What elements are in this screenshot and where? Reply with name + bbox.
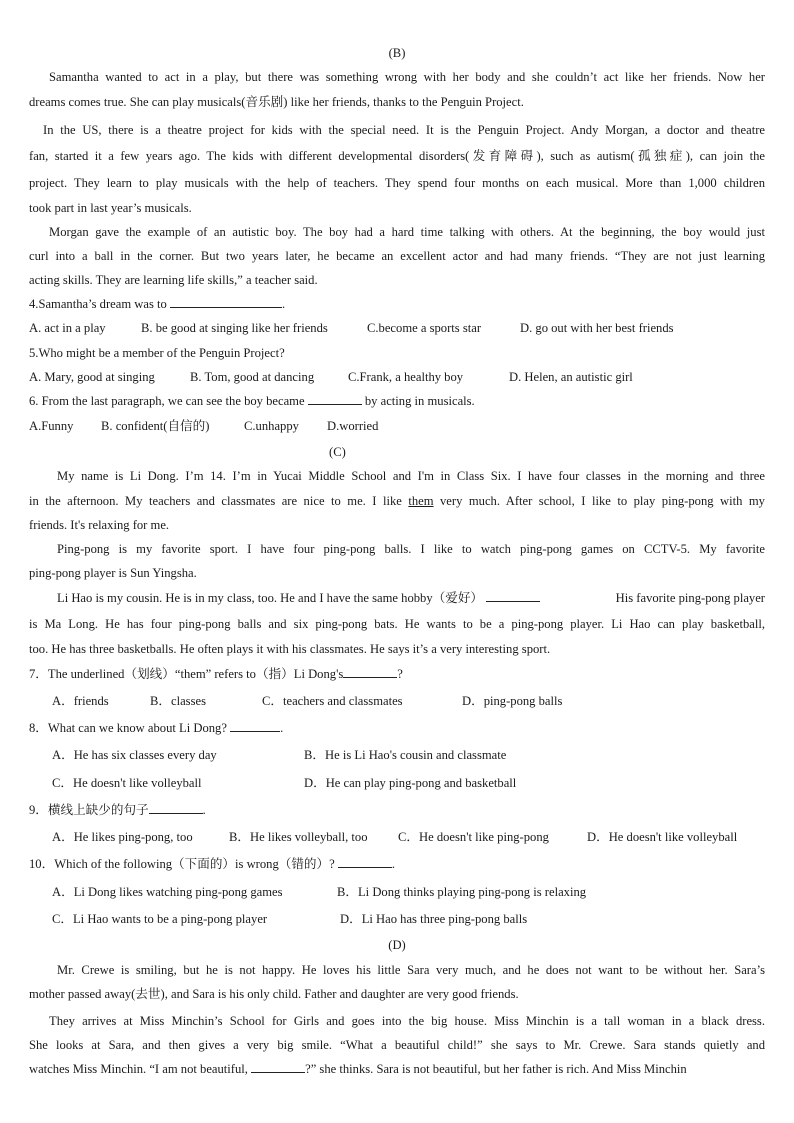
option-c[interactable]: C．He doesn't like volleyball [52, 776, 202, 790]
option-a[interactable]: A．friends [52, 694, 109, 708]
answer-blank[interactable] [251, 1061, 305, 1073]
passage-b-text: took part in last year’s musicals. [29, 201, 192, 215]
passage-b-text: dreams comes true. She can play musicals(音乐剧) like her friends, thanks to the Penguin Project. [29, 95, 524, 109]
option-a[interactable]: A．He has six classes every day [52, 748, 217, 762]
question-stem: 7．The underlined（划线）“them” refers to（指）Li Dong's [29, 667, 344, 681]
answer-blank[interactable] [230, 720, 280, 732]
option-b[interactable]: B. Tom, good at dancing [190, 370, 315, 384]
option-a[interactable]: A. act in a play [29, 321, 106, 335]
question-4 [29, 296, 765, 312]
option-a[interactable]: A．Li Dong likes watching ping-pong games [52, 885, 283, 899]
option-a[interactable]: A.Funny [29, 419, 74, 433]
question-end: . [202, 803, 206, 817]
passage-b-text: acting skills. They are learning life skills,” a teacher said. [29, 273, 318, 287]
option-d[interactable]: D．He doesn't like volleyball [587, 830, 738, 844]
question-5: 5.Who might be a member of the Penguin Project? [29, 346, 285, 360]
passage-b-text: curl into a ball in the corner. But two years later, he became an excellent actor and had many friends. “They are not just learning [29, 249, 765, 263]
passage-b-text: In the US, there is a theatre project for kids with the special need. It is the Penguin Project. Andy Morgan, a doctor and theatre [43, 123, 765, 137]
option-d[interactable]: D. go out with her best friends [520, 321, 674, 335]
option-c[interactable]: C.unhappy [244, 419, 299, 433]
passage-b-text: project. They learn to play musicals with the help of teachers. They spend four months on each musical. More than 1,000 children [29, 176, 765, 190]
answer-blank[interactable] [338, 856, 392, 868]
passage-c-text: in the afternoon. My teachers and classmates are nice to me. I like them very much. After school, I like to play ping-pong with my [29, 494, 765, 508]
passage-b-text: fan, started it a few years ago. The kids with different developmental disorders(发育障碍), such as autism(孤独症), can join the [29, 149, 765, 163]
option-b[interactable]: B．Li Dong thinks playing ping-pong is relaxing [337, 885, 587, 899]
option-b[interactable]: B．He is Li Hao's cousin and classmate [304, 748, 507, 762]
question-stem: 9．横线上缺少的句子 [29, 803, 149, 817]
passage-c-text: My name is Li Dong. I’m 14. I’m in Yucai Middle School and I'm in Class Six. I have four classes in the morning and three [57, 469, 765, 483]
question-stem: 8．What can we know about Li Dong? [29, 721, 227, 735]
question-7 [29, 666, 765, 682]
option-b[interactable]: B. be good at singing like her friends [141, 321, 328, 335]
option-c[interactable]: C.become a sports star [367, 321, 482, 335]
passage-c-text: Ping-pong is my favorite sport. I have four ping-pong balls. I like to watch ping-pong games on CCTV-5. My favorite [57, 542, 765, 556]
passage-d-heading: (D) [388, 938, 406, 952]
option-b[interactable]: B．classes [150, 694, 206, 708]
passage-c-text: Li Hao is my cousin. He is in my class, too. He and I have the same hobby（爱好） His favorite ping-pong player [57, 591, 765, 605]
passage-b-text: Morgan gave the example of an autistic boy. The boy had a hard time talking with others. At the beginning, the boy would just [49, 225, 765, 239]
option-c[interactable]: C．He doesn't like ping-pong [398, 830, 549, 844]
option-a[interactable]: A．He likes ping-pong, too [52, 830, 193, 844]
underlined-word: them [408, 494, 434, 508]
passage-d-text: She looks at Sara, and then gives a very big smile. “What a beautiful child!” she says to Mr. Crewe. Sara stands quietly and [29, 1038, 765, 1052]
question-stem: 6. From the last paragraph, we can see the boy became [29, 394, 305, 408]
option-a[interactable]: A. Mary, good at singing [29, 370, 155, 384]
option-c[interactable]: C．Li Hao wants to be a ping-pong player [52, 912, 268, 926]
question-end: . [391, 857, 396, 871]
option-b[interactable]: B．He likes volleyball, too [229, 830, 368, 844]
passage-c-text: too. He has three basketballs. He often plays it with his classmates. He says it’s a very interesting sport. [29, 642, 551, 656]
answer-blank[interactable] [149, 802, 203, 814]
passage-b-heading: (B) [388, 46, 406, 60]
passage-b-text: Samantha wanted to act in a play, but there was something wrong with her body and she couldn’t act like her friends. Now her [49, 70, 765, 84]
option-d[interactable]: D．ping-pong balls [462, 694, 563, 708]
question-stem: 10．Which of the following（下面的）is wrong（错的）? [29, 857, 335, 871]
option-d[interactable]: D．Li Hao has three ping-pong balls [340, 912, 528, 926]
question-8 [29, 720, 765, 736]
answer-blank[interactable] [486, 590, 540, 602]
option-b[interactable]: B. confident(自信的) [101, 419, 210, 433]
question-end: . [281, 297, 286, 311]
option-c[interactable]: C.Frank, a healthy boy [348, 370, 464, 384]
option-c[interactable]: C．teachers and classmates [262, 694, 403, 708]
option-d[interactable]: D.worried [327, 419, 379, 433]
answer-blank[interactable] [308, 393, 362, 405]
question-9 [29, 802, 765, 818]
question-10 [29, 856, 765, 872]
passage-d-text: They arrives at Miss Minchin’s School for Girls and goes into the big house. Miss Minchin is a tall woman in a black dress. [49, 1014, 765, 1028]
passage-c-text: ping-pong player is Sun Yingsha. [29, 566, 197, 580]
question-end: by acting in musicals. [364, 394, 475, 408]
passage-d-text: watches Miss Minchin. “I am not beautiful, ?” she thinks. Sara is not beautiful, but her father is rich. And Miss Minchin [29, 1062, 687, 1076]
passage-d-text: Mr. Crewe is smiling, but he is not happy. He loves his little Sara very much, and he does not want to be without her. Sara’s [57, 963, 765, 977]
question-end: . [280, 721, 284, 735]
option-d[interactable]: D. Helen, an autistic girl [509, 370, 633, 384]
passage-c-text: is Ma Long. He has four ping-pong balls and six ping-pong bats. He wants to be a ping-pong player. Li Hao can play basketball, [29, 617, 765, 631]
question-end: ? [397, 667, 403, 681]
answer-blank[interactable] [343, 666, 397, 678]
option-d[interactable]: D．He can play ping-pong and basketball [304, 776, 517, 790]
question-6 [29, 393, 765, 409]
passage-c-text: friends. It's relaxing for me. [29, 518, 170, 532]
question-stem: 4.Samantha’s dream was to [29, 297, 167, 311]
answer-blank[interactable] [170, 296, 282, 308]
passage-d-text: mother passed away(去世), and Sara is his only child. Father and daughter are very good friends. [29, 987, 519, 1001]
passage-c-heading: (C) [329, 445, 346, 459]
